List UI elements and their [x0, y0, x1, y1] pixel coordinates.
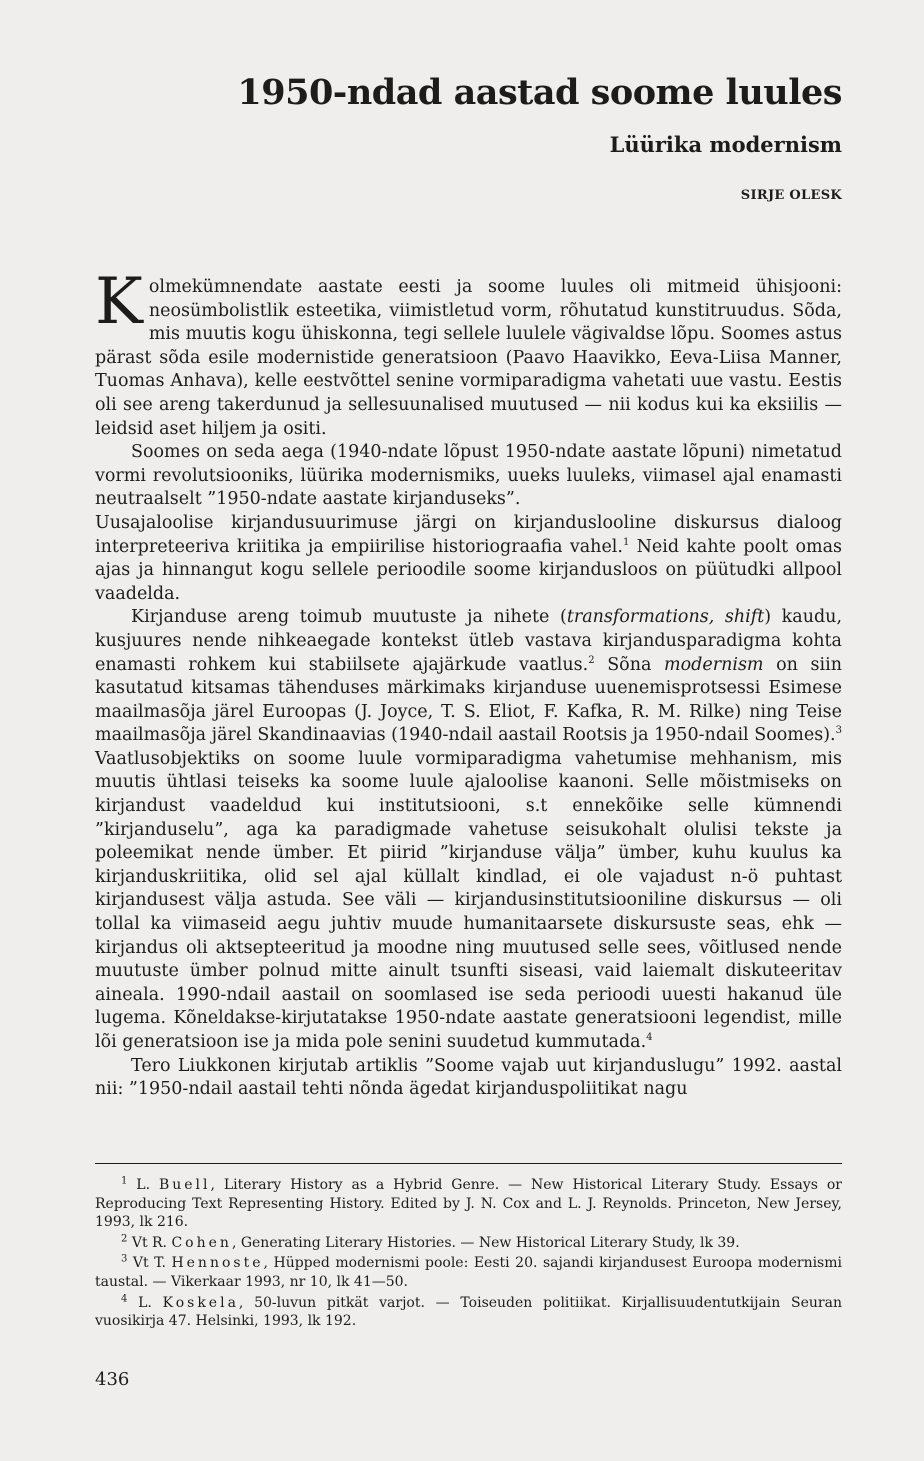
- page-number: 436: [95, 1369, 130, 1390]
- footnote-number: 1: [121, 1175, 128, 1187]
- footnote-4: [95, 1294, 842, 1331]
- footnote-author: Cohen: [171, 1234, 232, 1251]
- footnote-text: , Generating Literary Histories. — New Historical Literary Study, lk 39.: [231, 1234, 740, 1251]
- footnote-text: , Literary History as a Hybrid Genre. — New Historical Literary Study. Essays or Reproducing Text Representing History. Edited by J. N. Cox and L. J. Reynolds. Princeton, New Jersey, 1993, lk 216.: [95, 1177, 842, 1231]
- paragraph-3-text-b: Neid kahte poolt omas ajas ja hinnangut kogu sellele perioodile soome kirjandusloos on püütudki allpool vaadelda.: [95, 536, 842, 604]
- footnote-2: [95, 1234, 842, 1253]
- footnote-author: Koskela: [162, 1294, 239, 1311]
- footnote-author: Buell: [158, 1177, 211, 1193]
- footnote-number: 4: [121, 1292, 128, 1304]
- paragraph-3-text-a: Uusajaloolise kirjandusuurimuse järgi on kirjanduslooline diskursus dialoog interpreteeriva kriitika ja empiirilise historiograafia vahel.: [95, 512, 842, 557]
- footnote-1: [95, 1164, 842, 1232]
- footnote-prefix: Vt T.: [132, 1255, 172, 1272]
- paragraph-4-text-e: Vaatlusobjektiks on soome luule vormiparadigma vahetumise mehhanism, mis muutis ühtlasi teiseks ka soome luule ajaloolise kaanoni. Selle mõistmiseks on kirjandust vaadeldud kui institutsiooni, s.t ennekõike selle kümnendi ”kirjanduselu”, aga ka paradigmade vahetuse seisukohalt olulisi tekste ja poleemikat nende ümber. Et piirid ”kirjanduse välja” ümber, kuhu kuulus ka kirjanduskriitika, olid sel ajal küllalt kindlad, ei ole vajadust n-ö puhtast kirjandusest välja astuda. See väli — kirjandusinstitutsiooniline diskursus — oli tollal ka viimaseid aegu juhtiv muude humanitaarsete diskursuste seas, ehk — kirjandus oli aktsepteeritud ja moodne ning muutused selle sees, võitlused nende muutuste ümber polnud mitte ainult tsunfti siseasi, vaid laiemalt diskuteeritav aineala. 1990-ndail aastail on soomlased ise seda perioodi uuesti hakanud üle lugema. Kõneldakse-kirjutatakse 1950-ndate aastate generatsiooni legendist, mille lõi generatsioon ise ja mida pole senini suudetud kummutada.: [95, 748, 842, 1052]
- paragraph-4-text-c: Sõna: [594, 654, 665, 675]
- drop-cap: K: [95, 265, 143, 339]
- paragraph-2: Soomes on seda aega (1940-ndate lõpust 1950-ndate aastate lõpuni) nimetatud vormi revolutsiooniks, lüürika modernismiks, uueks luuleks, viimasel ajal enamasti neutraalselt ”1950-ndate aastate kirjanduseks”.: [95, 442, 842, 510]
- footnote-prefix: L.: [138, 1294, 163, 1311]
- article-author: SIRJE OLESK: [740, 188, 842, 203]
- footnote-author: Hennoste: [171, 1255, 264, 1272]
- paragraph-5: Tero Liukkonen kirjutab artiklis ”Soome vajab uut kirjanduslugu” 1992. aastal nii: ”1950-ndail aastail tehti nõnda ägedat kirjanduspoliitikat nagu: [95, 1055, 842, 1100]
- footnote-text: , 50-luvun pitkät varjot. — Toiseuden politiikat. Kirjallisuudentutkijain Seuran vuosikirja 47. Helsinki, 1993, lk 192.: [95, 1294, 842, 1330]
- footnote-ref-1: 1: [622, 536, 630, 548]
- paragraph-4-text-a: Kirjanduse areng toimub muutuste ja nihete (: [131, 607, 567, 628]
- footnote-ref-2: 2: [588, 654, 595, 666]
- paragraph-1-text: olmekümnendate aastate eesti ja soome luules oli mitmeid ühisjooni: neosümbolistlik esteetika, viimistletud vorm, rõhutatud kunstitruudus. Sõda, mis muutis kogu ühiskonna, tegi sellele luulele vägivaldse lõpu. Soomes astus pärast sõda esile modernistide generatsioon (Paavo Haavikko, Eeva-Liisa Manner, Tuomas Anhava), kelle eestvõttel senine vormiparadigma vahetati uue vastu. Eestis oli see areng takerdunud ja sellesuunalised muutused — nii kodus kui ka eksiilis — leidsid aset hiljem ja ositi.: [95, 277, 842, 439]
- paragraph-4-italic-2: modernism: [664, 654, 764, 675]
- footnotes: [95, 1163, 842, 1333]
- article-subtitle: Lüürika modernism: [609, 132, 842, 157]
- paragraph-1: [95, 265, 842, 441]
- paragraph-4-text-b: ) kaudu, kusjuures nende nihkeaegade kontekst ütleb vastava kirjandusparadigma kohta enamasti rohkem kui stabiilsete ajajärkude vaatlus.: [95, 607, 843, 675]
- footnote-ref-4: 4: [646, 1032, 653, 1044]
- footnote-3: [95, 1254, 842, 1291]
- paragraph-4-text-d: on siin kasutatud kitsamas tähenduses märkimaks kirjanduse uuenemisprotsessi Esimese maailmasõja järel Euroopas (J. Joyce, T. S. Eliot, F. Kafka, R. M. Rilke) ning Teise maailmasõja järel Skandinaavias (1940-ndail aastail Rootsis ja 1950-ndail Soomes).: [95, 654, 842, 746]
- paragraph-4-italic-1: transformations, shift: [566, 607, 765, 628]
- footnote-prefix: Vt R.: [131, 1234, 172, 1251]
- footnote-number: 2: [121, 1233, 128, 1245]
- paragraph-4: [95, 606, 842, 1054]
- footnote-prefix: L.: [136, 1177, 159, 1193]
- article-title: 1950-ndad aastad soome luules: [237, 72, 842, 113]
- footnote-ref-3: 3: [835, 725, 842, 737]
- footnote-number: 3: [121, 1253, 128, 1265]
- paragraph-3: [95, 512, 842, 606]
- article-body: [95, 265, 843, 1102]
- footnote-text: , Hüpped modernismi poole: Eesti 20. sajandi kirjandusest Euroopa modernismi taustal. — Vikerkaar 1993, nr 10, lk 41—50.: [95, 1255, 842, 1290]
